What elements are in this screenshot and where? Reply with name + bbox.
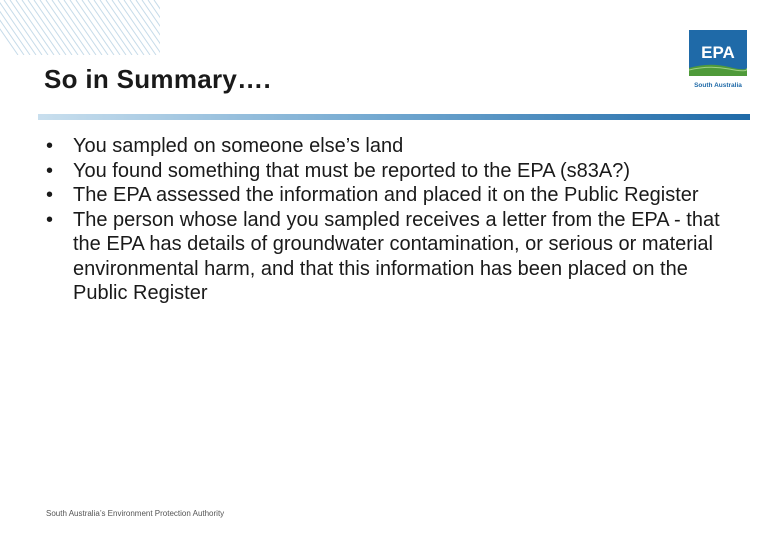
title-underline (38, 112, 750, 122)
bullet-item (46, 208, 746, 306)
bullet-text: You sampled on someone else’s land (73, 135, 404, 157)
bullet-item (46, 183, 746, 208)
slide-title: So in Summary…. (44, 64, 271, 94)
bullet-text: You found something that must be reported to the EPA (s83A?) (73, 159, 631, 182)
bullet-item (46, 134, 746, 159)
epa-logo (689, 30, 747, 92)
bullet-text: The person whose land you sampled receives a letter from the EPA - that the EPA has details of groundwater contamination, or serious or material environmental harm, and that this information has been placed on the Public Register (73, 208, 720, 304)
svg-text:EPA: EPA (701, 43, 735, 62)
bullet-glyph: • (46, 159, 54, 182)
diagonal-lines-decoration (0, 0, 160, 55)
bullet-item (46, 159, 746, 184)
bullet-text: The EPA assessed the information and placed it on the Public Register (73, 184, 699, 206)
bullet-list (46, 134, 746, 306)
bullet-glyph: • (46, 135, 54, 157)
svg-text:South Australia: South Australia (694, 82, 742, 89)
bullet-glyph: • (46, 184, 54, 206)
bullet-glyph: • (46, 208, 54, 231)
footer-text: South Australia’s Environment Protection Authority (46, 509, 225, 518)
